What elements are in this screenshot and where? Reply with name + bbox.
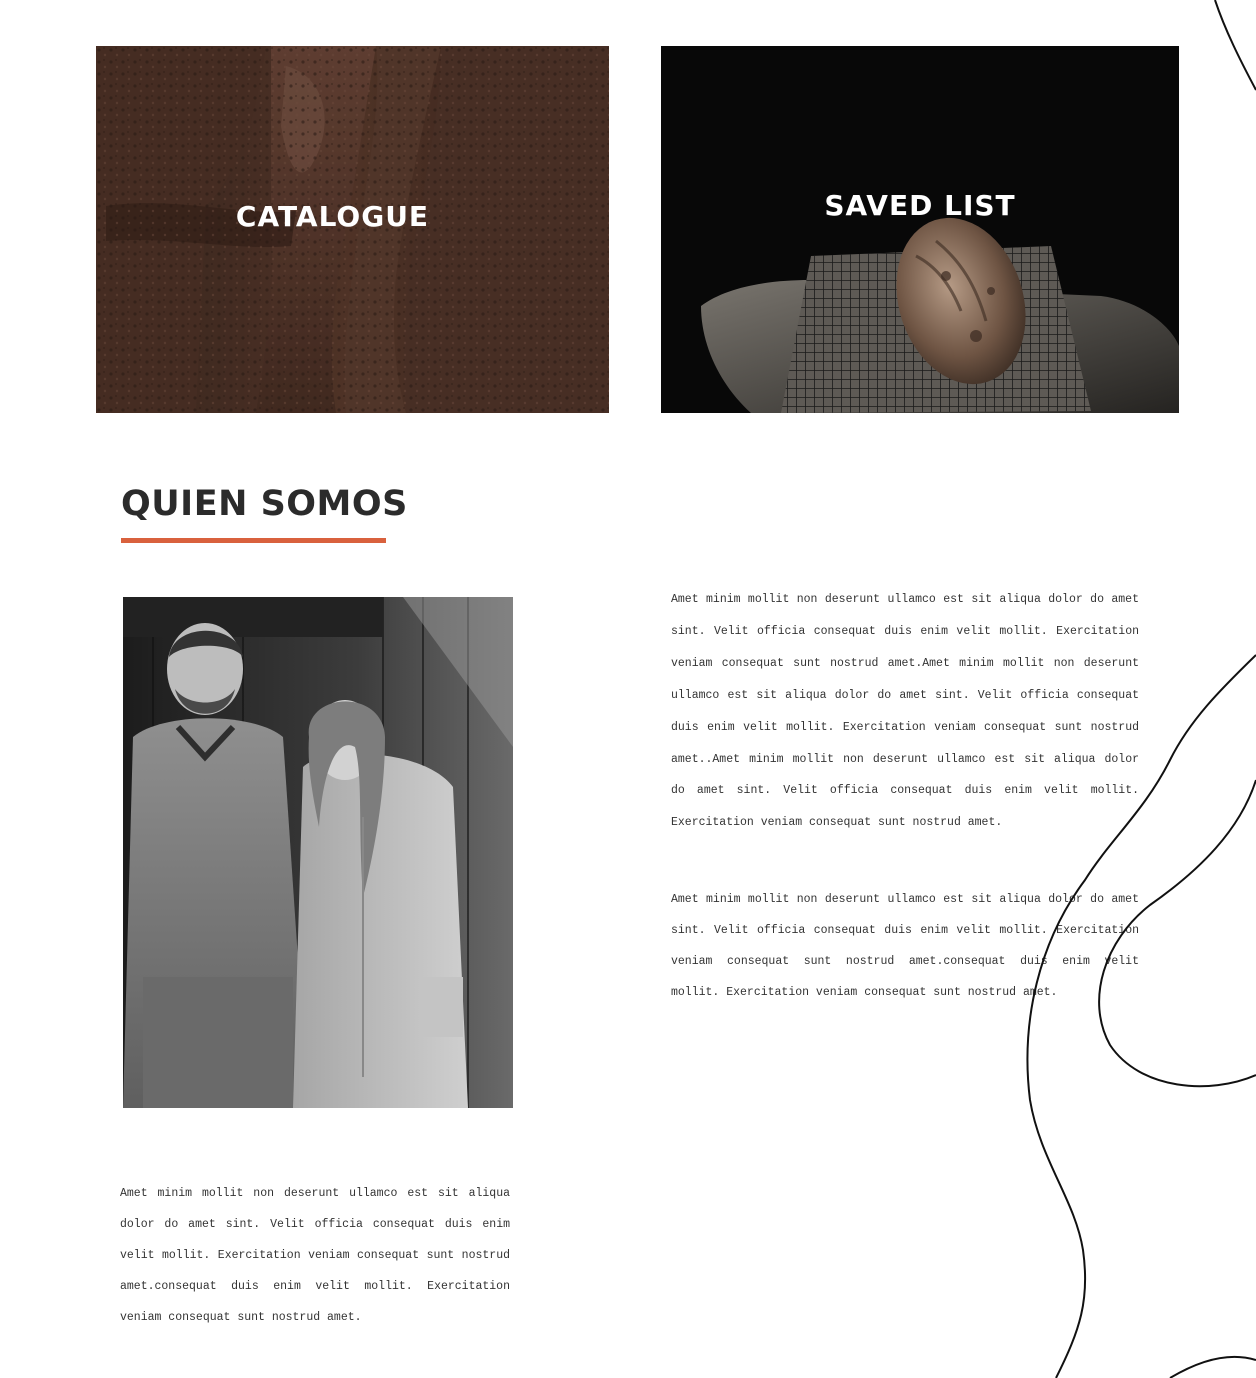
about-paragraph-3: Amet minim mollit non deserunt ullamco est sit aliqua dolor do amet sint. Velit officia consequat duis enim velit mollit. Exercitation veniam consequat sunt nostrud amet.consequat duis enim velit mollit. Exercitation veniam consequat sunt nostrud amet.	[120, 1187, 510, 1324]
about-paragraph-1: Amet minim mollit non deserunt ullamco est sit aliqua dolor do amet sint. Velit officia consequat duis enim velit mollit. Exercitation veniam consequat sunt nostrud amet.Amet minim mollit non deserunt ullamco est sit aliqua dolor do amet sint. Velit officia consequat duis enim velit mollit. Exercitation veniam consequat sunt nostrud amet..Amet minim mollit non deserunt ullamco est sit aliqua dolor do amet sint. Velit officia consequat duis enim velit mollit. Exercitation veniam consequat sunt nostrud amet.	[671, 593, 1139, 830]
catalogue-tile[interactable]	[96, 46, 609, 413]
catalogue-label: CATALOGUE	[235, 200, 430, 233]
team-photo	[123, 597, 513, 1108]
saved-list-tile[interactable]	[661, 46, 1179, 413]
heading-underline	[121, 538, 386, 543]
section-heading: QUIEN SOMOS	[121, 484, 408, 524]
saved-list-label: SAVED LIST	[824, 189, 1016, 222]
about-paragraph-2: Amet minim mollit non deserunt ullamco est sit aliqua dolor do amet sint. Velit officia consequat duis enim velit mollit. Exercitation veniam consequat sunt nostrud amet.consequat duis enim velit mollit. Exercitation veniam consequat sunt nostrud amet.	[671, 893, 1139, 999]
bread-on-rack-image	[661, 46, 1179, 413]
